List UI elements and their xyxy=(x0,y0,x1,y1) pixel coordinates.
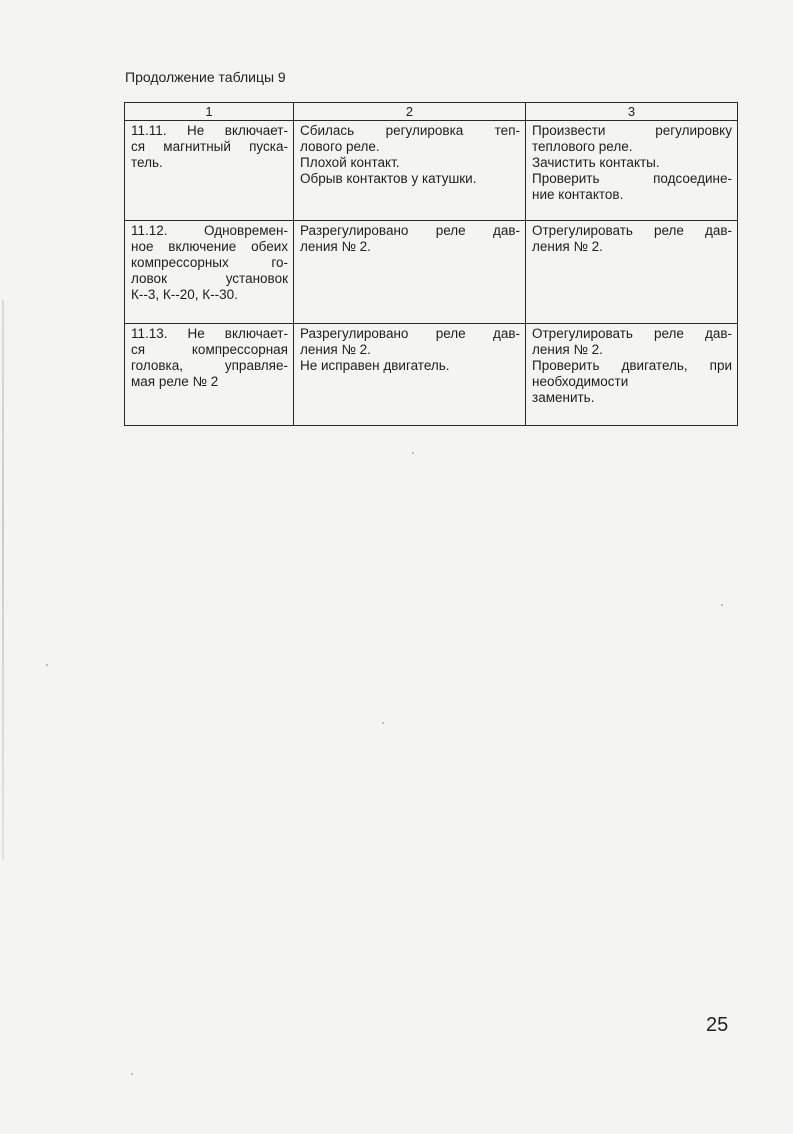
cell-line: Плохой контакт. xyxy=(300,155,400,170)
cause-cell xyxy=(294,121,526,221)
table-caption: Продолжение таблицы 9 xyxy=(125,69,286,85)
cell-line: Обрыв контактов у катушки. xyxy=(300,171,477,186)
cell-line: 11.12. Одновремен- xyxy=(131,223,288,238)
cause-cell xyxy=(294,324,526,426)
cell-line: ления № 2. xyxy=(300,239,371,254)
fault-cell xyxy=(125,324,294,426)
cell-line: ления № 2. xyxy=(300,342,371,357)
cause-cell xyxy=(294,221,526,324)
table-header-row xyxy=(125,103,738,121)
cell-line: Проверить подсоедине- xyxy=(532,171,732,186)
cell-line: теплового реле. xyxy=(532,139,633,154)
fault-cell xyxy=(125,121,294,221)
page-number: 25 xyxy=(706,1014,729,1036)
cell-line: Произвести регулировку xyxy=(532,123,732,138)
cell-line: Отрегулировать реле дав- xyxy=(532,326,732,341)
table-row xyxy=(125,221,738,324)
cell-line: ловок установок xyxy=(131,271,288,286)
scan-edge-shadow xyxy=(2,300,4,860)
column-header: 3 xyxy=(526,103,738,121)
cell-line: Разрегулировано реле дав- xyxy=(300,326,520,341)
cell-line: ся компрессорная xyxy=(131,342,288,357)
cell-line: головка, управляе- xyxy=(131,358,288,373)
table-row xyxy=(125,324,738,426)
remedy-cell xyxy=(526,221,738,324)
cell-line: Разрегулировано реле дав- xyxy=(300,223,520,238)
fault-table xyxy=(124,102,738,426)
remedy-cell xyxy=(526,324,738,426)
remedy-cell xyxy=(526,121,738,221)
table-row xyxy=(125,121,738,221)
column-header: 1 xyxy=(125,103,294,121)
cell-line: Зачистить контакты. xyxy=(532,155,660,170)
cell-line: Сбилась регулировка теп- xyxy=(300,123,520,138)
cell-line: тель. xyxy=(131,155,163,170)
cell-line: Не исправен двигатель. xyxy=(300,358,450,373)
scan-speck xyxy=(382,722,384,724)
cell-line: лового реле. xyxy=(300,139,380,154)
cell-line: К--3, К--20, К--30. xyxy=(131,287,238,302)
cell-line: Проверить двигатель, при xyxy=(532,358,732,373)
cell-line: мая реле № 2 xyxy=(131,374,219,389)
cell-line: компрессорных го- xyxy=(131,255,288,270)
scan-speck xyxy=(721,604,723,606)
cell-line: Отрегулировать реле дав- xyxy=(532,223,732,238)
cell-line: необходимости xyxy=(532,374,629,389)
scan-speck xyxy=(46,664,48,666)
cell-line: ное включение обеих xyxy=(131,239,288,254)
cell-line: ления № 2. xyxy=(532,342,603,357)
cell-line: заменить. xyxy=(532,390,595,405)
scan-speck xyxy=(131,1073,133,1075)
fault-cell xyxy=(125,221,294,324)
cell-line: 11.13. Не включает- xyxy=(131,326,288,341)
cell-line: 11.11. Не включает- xyxy=(131,123,288,138)
scan-speck xyxy=(412,452,414,454)
cell-line: ние контактов. xyxy=(532,187,624,202)
cell-line: ления № 2. xyxy=(532,239,603,254)
column-header: 2 xyxy=(294,103,526,121)
cell-line: ся магнитный пуска- xyxy=(131,139,288,154)
